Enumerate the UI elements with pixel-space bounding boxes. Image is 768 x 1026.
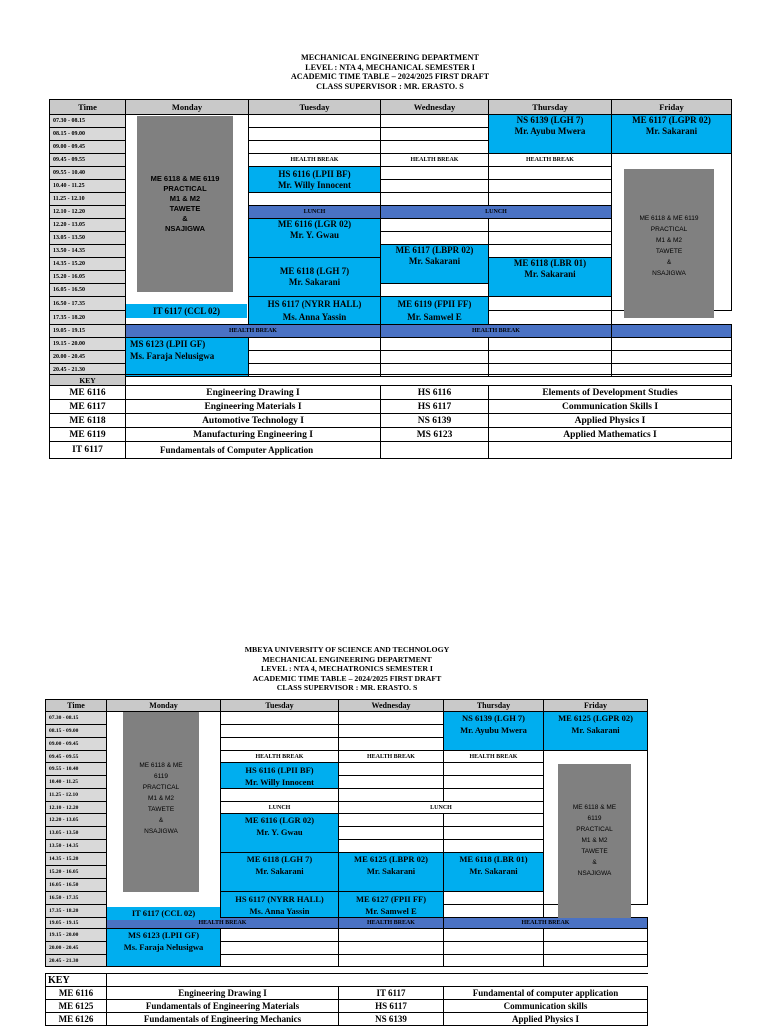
class-code: ME 6118 (LGH 7): [246, 854, 313, 864]
class-code: ME 6118 (LGH 7): [279, 266, 350, 276]
time-slot: 08.15 - 09.00: [46, 725, 107, 738]
practical-block-monday: [137, 116, 233, 292]
lecturer-name: Mr. Willy Innocent: [277, 179, 352, 190]
class-cell-it6117: [126, 304, 247, 318]
key-subject: Applied Physics I: [489, 414, 732, 428]
time-slot: 14.35 - 15.20: [50, 258, 126, 271]
lunch-label: LUNCH: [249, 206, 381, 219]
class-cell-it6117: [107, 907, 220, 920]
key-subject: Fundamentals of Engineering Materials: [107, 1000, 339, 1013]
time-slot: 13.05 - 13.50: [46, 827, 107, 840]
class-cell-me6125: [544, 712, 648, 751]
lecturer-name: Mr. Sakarani: [288, 277, 341, 287]
lecturer-name: Mr. Sakarani: [469, 866, 518, 876]
key-table: [49, 374, 732, 459]
practical-line: NSAJIGWA: [652, 270, 686, 277]
practical-line: PRACTICAL: [576, 826, 613, 833]
key-subject: Communication skills: [444, 1000, 648, 1013]
class-cell-me6116: [221, 814, 339, 853]
time-slot: 20.45 - 21.30: [46, 955, 107, 967]
class-code: IT 6117 (CCL 02): [152, 306, 221, 316]
key-code: HS 6116: [381, 386, 489, 400]
key-code: IT 6117: [339, 987, 444, 1000]
practical-line: 6119: [154, 773, 168, 780]
time-slot: 13.50 - 14.35: [50, 245, 126, 258]
practical-line: &: [666, 259, 672, 266]
key-subject: Manufacturing Engineering I: [126, 428, 381, 442]
key-subject: Fundamental of computer application: [444, 987, 648, 1000]
timetable-mechatronics: [0, 640, 768, 1024]
practical-line: M1 & M2: [147, 795, 174, 802]
key-subject: Automotive Technology I: [126, 414, 381, 428]
class-code: ME 6117 (LBPR 02): [395, 245, 474, 255]
column-header-monday: Monday: [107, 700, 221, 712]
practical-line: ME 6118 & ME: [139, 762, 183, 769]
key-code: ME 6116: [50, 386, 126, 400]
time-slot: 14.35 - 15.20: [46, 853, 107, 866]
lecturer-name: Mr. Sakarani: [645, 126, 698, 136]
class-cell-hs6116: [221, 763, 339, 789]
class-cell-ns6139: [444, 712, 544, 751]
lecturer-name: Mr. Sakarani: [571, 725, 620, 735]
class-cell-me6118: [221, 853, 339, 892]
class-cell-hs6117: [221, 892, 339, 918]
class-code: ME 6125 (LBPR 02): [354, 854, 428, 864]
practical-line: NSAJIGWA: [577, 870, 612, 877]
key-label: KEY: [46, 974, 107, 987]
heading-line: MECHANICAL ENGINEERING DEPARTMENT: [262, 654, 432, 664]
lecturer-name: Mr. Samwel E: [407, 311, 462, 322]
lunch-label: LUNCH: [339, 802, 544, 814]
health-break-label: HEALTH BREAK: [339, 918, 444, 929]
class-code: HS 6116 (LPII BF): [245, 764, 314, 775]
key-code: HS 6117: [339, 1000, 444, 1013]
practical-line: 6119: [587, 815, 602, 822]
class-code: ME 6127 (FPII FF): [355, 893, 427, 904]
key-code: ME 6117: [50, 400, 126, 414]
column-header-time: Time: [46, 700, 107, 712]
class-code: NS 6139 (LGH 7): [461, 713, 526, 723]
class-cell-me6117-wed: [381, 245, 489, 284]
key-code: IT 6117: [50, 442, 126, 459]
lecturer-name: Ms. Anna Yassin: [249, 905, 310, 916]
practical-line: PRACTICAL: [142, 784, 180, 791]
class-code: ME 6119 (FPII FF): [397, 298, 472, 309]
practical-line: ME 6118 & ME 6119: [639, 215, 699, 222]
lecturer-name: Mr. Y. Gwau: [256, 827, 303, 837]
practical-line: TAWETE: [147, 806, 175, 813]
key-code: ME 6125: [46, 1000, 107, 1013]
practical-block-friday: [624, 169, 714, 318]
practical-block-friday: [558, 764, 631, 918]
lunch-label: LUNCH: [221, 802, 339, 814]
health-break-label: HEALTH BREAK: [444, 751, 544, 763]
lecturer-name: Ms. Faraja Nelusigwa: [123, 942, 204, 952]
column-header-tuesday: Tuesday: [221, 700, 339, 712]
time-slot: 09.45 - 09.55: [46, 751, 107, 763]
health-break-label: HEALTH BREAK: [339, 751, 444, 763]
time-slot: 15.20 - 16.05: [46, 866, 107, 879]
time-slot: 11.25 - 12.10: [46, 789, 107, 802]
class-code: ME 6116 (LGR 02): [277, 219, 352, 229]
time-slot: 13.05 - 13.50: [50, 232, 126, 245]
practical-line: NSAJIGWA: [144, 828, 178, 835]
key-code: ME 6119: [50, 428, 126, 442]
lecturer-name: Mr. Y. Gwau: [289, 230, 339, 240]
time-slot: 09.00 - 09.45: [46, 738, 107, 751]
time-slot: 19.05 - 19.15: [46, 918, 107, 929]
time-slot: 16.50 - 17.35: [50, 297, 126, 311]
time-slot: 20.00 - 20.45: [50, 351, 126, 364]
key-code: NS 6139: [381, 414, 489, 428]
practical-line: PRACTICAL: [650, 226, 688, 233]
time-slot: 09.55 - 10.40: [46, 763, 107, 776]
time-slot: 09.55 - 10.40: [50, 167, 126, 180]
column-header-monday: Monday: [126, 100, 249, 115]
lecturer-name: Ms. Anna Yassin: [282, 311, 347, 322]
key-code: ME 6126: [46, 1013, 107, 1026]
key-subject: Applied Physics I: [444, 1013, 648, 1026]
lecturer-name: Mr. Ayubu Mwera: [460, 725, 527, 735]
key-code: ME 6118: [50, 414, 126, 428]
key-subject: Engineering Materials I: [126, 400, 381, 414]
class-cell-me6117: [612, 115, 732, 154]
time-slot: 19.15 - 20.00: [50, 338, 126, 351]
time-slot: 17.35 - 18.20: [46, 905, 107, 918]
class-cell-ms6123: [107, 929, 221, 967]
practical-line: &: [182, 214, 188, 223]
time-slot: 20.45 - 21.30: [50, 364, 126, 377]
lecturer-name: Mr. Sakarani: [408, 256, 461, 266]
class-cell-hs6116: [249, 167, 381, 193]
lecturer-name: Ms. Faraja Nelusigwa: [130, 351, 215, 361]
practical-line: M1 & M2: [169, 194, 201, 203]
time-slot: 10.40 - 11.25: [50, 180, 126, 193]
health-break-label: HEALTH BREAK: [126, 325, 381, 338]
lecturer-name: Mr. Sakarani: [366, 866, 416, 876]
class-code: ME 6125 (LGPR 02): [558, 713, 633, 723]
time-slot: 16.50 - 17.35: [46, 892, 107, 905]
key-subject: Communication Skills I: [489, 400, 732, 414]
time-slot: 10.40 - 11.25: [46, 776, 107, 789]
key-code: HS 6117: [381, 400, 489, 414]
key-code: NS 6139: [339, 1013, 444, 1026]
class-code: MS 6123 (LPII GF): [130, 339, 206, 349]
heading-line: CLASS SUPERVISOR : MR. ERASTO. S: [316, 81, 464, 91]
key-subject: Fundamentals of Computer Application: [126, 442, 381, 459]
time-slot: 13.50 - 14.35: [46, 840, 107, 853]
key-code: MS 6123: [381, 428, 489, 442]
practical-line: &: [592, 859, 597, 866]
class-cell-me6118: [249, 258, 381, 297]
time-slot: 16.05 - 16.50: [50, 284, 126, 297]
practical-line: TAWETE: [581, 848, 608, 855]
health-break-label: HEALTH BREAK: [381, 325, 612, 338]
heading-line: MECHANICAL ENGINEERING DEPARTMENT: [301, 53, 479, 62]
class-cell-ns6139: [489, 115, 612, 154]
time-slot: 12.20 - 13.05: [50, 219, 126, 232]
health-break-label: HEALTH BREAK: [221, 751, 339, 763]
class-code: ME 6118 (LBR 01): [459, 854, 528, 864]
key-code: ME 6116: [46, 987, 107, 1000]
time-slot: 19.05 - 19.15: [50, 325, 126, 338]
time-slot: 17.35 - 18.20: [50, 311, 126, 325]
practical-line: M1 & M2: [581, 837, 608, 844]
practical-line: ME 6118 & ME: [572, 804, 617, 811]
time-slot: 07.30 - 08.15: [46, 712, 107, 725]
time-slot: 09.45 - 09.55: [50, 154, 126, 167]
health-break-label: HEALTH BREAK: [381, 154, 489, 167]
key-subject: Engineering Drawing I: [107, 987, 339, 1000]
practical-line: PRACTICAL: [163, 184, 207, 193]
time-slot: 19.15 - 20.00: [46, 929, 107, 942]
time-slot: 15.20 - 16.05: [50, 271, 126, 284]
class-code: IT 6117 (CCL 02): [131, 908, 196, 918]
class-cell-me6118-thu: [444, 853, 544, 892]
practical-line: NSAJIGWA: [164, 224, 205, 233]
time-slot: 11.25 - 12.10: [50, 193, 126, 206]
class-cell-me6127: [339, 892, 444, 918]
lecturer-name: Mr. Willy Innocent: [244, 776, 315, 787]
column-header-thursday: Thursday: [444, 700, 544, 712]
health-break-label: HEALTH BREAK: [444, 918, 648, 929]
heading-line: ACADEMIC TIME TABLE – 2024/2025 FIRST DRAFT: [252, 673, 442, 683]
class-code: HS 6117 (NYRR HALL): [267, 298, 362, 309]
practical-line: TAWETE: [655, 248, 683, 255]
timetable-mechanical: [0, 0, 768, 470]
column-header-thursday: Thursday: [489, 100, 612, 115]
time-slot: 08.15 - 09.00: [50, 128, 126, 141]
key-subject: Elements of Development Studies: [489, 386, 732, 400]
key-table: [45, 973, 648, 1026]
column-header-friday: Friday: [612, 100, 732, 115]
key-subject: Engineering Drawing I: [126, 386, 381, 400]
key-subject: Fundamentals of Engineering Mechanics: [107, 1013, 339, 1026]
class-cell-me6119: [381, 297, 489, 325]
time-slot: 09.00 - 09.45: [50, 141, 126, 154]
class-cell-me6125-wed: [339, 853, 444, 892]
column-header-wednesday: Wednesday: [339, 700, 444, 712]
practical-block-monday: [123, 712, 199, 892]
column-header-wednesday: Wednesday: [381, 100, 489, 115]
class-code: MS 6123 (LPII GF): [127, 930, 200, 940]
practical-line: M1 & M2: [655, 237, 682, 244]
key-subject: Applied Mathematics I: [489, 428, 732, 442]
health-break-label: HEALTH BREAK: [107, 918, 339, 929]
document-heading: [0, 645, 731, 693]
heading-line: MBEYA UNIVERSITY OF SCIENCE AND TECHNOLOGY: [244, 645, 450, 654]
key-label: KEY: [50, 375, 126, 386]
time-slot: 12.20 - 13.05: [46, 814, 107, 827]
heading-line: LEVEL : NTA 4, MECHATRONICS SEMESTER I: [261, 664, 433, 673]
time-slot: 16.05 - 16.50: [46, 879, 107, 892]
class-code: NS 6139 (LGH 7): [516, 115, 584, 125]
class-cell-ms6123: [126, 338, 249, 377]
practical-line: TAWETE: [169, 204, 201, 213]
class-cell-me6116: [249, 219, 381, 258]
practical-line: ME 6118 & ME 6119: [150, 174, 220, 183]
practical-line: &: [158, 817, 164, 824]
column-header-tuesday: Tuesday: [249, 100, 381, 115]
lecturer-name: Mr. Sakarani: [524, 269, 576, 279]
class-code: HS 6116 (LPII BF): [278, 168, 351, 179]
lecturer-name: Mr. Ayubu Mwera: [514, 126, 586, 136]
class-code: ME 6117 (LGPR 02): [632, 115, 711, 125]
lecturer-name: Mr. Sakarani: [255, 866, 304, 876]
heading-line: CLASS SUPERVISOR : MR. ERASTO. S: [276, 683, 418, 692]
class-code: HS 6117 (NYRR HALL): [235, 893, 324, 904]
lecturer-name: Mr. Samwel E: [365, 905, 417, 916]
column-header-friday: Friday: [544, 700, 648, 712]
lunch-label: LUNCH: [381, 206, 612, 219]
class-cell-hs6117: [249, 297, 381, 325]
heading-line: ACADEMIC TIME TABLE – 2024/2025 FIRST DRAFT: [290, 72, 490, 82]
time-slot: 20.00 - 20.45: [46, 942, 107, 955]
class-code: ME 6118 (LBR 01): [513, 258, 587, 268]
time-slot: 12.10 - 12.20: [46, 802, 107, 814]
document-heading: [6, 53, 768, 91]
heading-line: LEVEL : NTA 4, MECHANICAL SEMESTER I: [305, 62, 475, 72]
class-cell-me6118-thu: [489, 258, 612, 297]
time-slot: 12.10 - 12.20: [50, 206, 126, 219]
class-code: ME 6116 (LGR 02): [244, 815, 315, 825]
health-break-label: HEALTH BREAK: [489, 154, 612, 167]
column-header-time: Time: [50, 100, 126, 115]
time-slot: 07.30 - 08.15: [50, 115, 126, 128]
health-break-label: HEALTH BREAK: [249, 154, 381, 167]
